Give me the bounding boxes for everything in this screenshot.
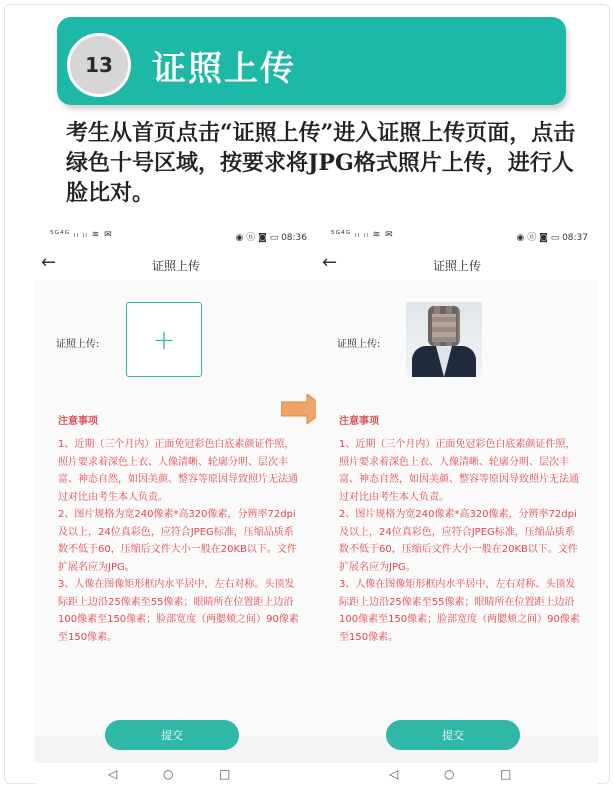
plus-icon: + — [152, 322, 176, 356]
notes-title: 注意事项 — [58, 416, 98, 427]
notes-title: 注意事项 — [339, 416, 379, 427]
system-back-icon[interactable]: ◁ — [108, 767, 118, 781]
note-item-2: 2、图片规格为宽240像素*高320像素，分辨率72dpi及以上，24位真彩色，应符合JPEG标准，压缩品质系数不低于60，压缩后文件大小一般在20KB以下。文件扩展名应为JPG。 — [339, 509, 578, 573]
photo-upload-box[interactable] — [126, 302, 202, 377]
nav-title: 证照上传 — [432, 259, 481, 273]
app-nav-bar — [35, 248, 317, 280]
status-bar — [35, 222, 317, 248]
page-title: 证照上传 — [152, 49, 296, 89]
note-item-3: 3、人像在图像矩形框内水平居中，左右对称。头顶发际距上边沿25像素至55像素；眼睛所在位置距上边沿100像素至150像素；脸部宽度（两腮颊之间）90像素至150像素。 — [58, 579, 299, 643]
system-back-icon[interactable]: ◁ — [389, 767, 399, 781]
system-nav-bar — [35, 763, 317, 788]
header-banner — [57, 17, 566, 105]
notes-body — [58, 436, 302, 646]
upload-content — [35, 280, 317, 736]
back-arrow-icon[interactable]: ← — [41, 252, 57, 273]
note-item-1: 1、近期（三个月内）正面免冠彩色白底素颜证件照，照片要求着深色上衣、人像清晰、轮廓分明、层次丰富、神态自然，如因美颜、整容等原因导致照片无法通过对比由考生本人负责。 — [58, 439, 298, 503]
status-time: ◉ ⓝ ◙ ▭ 08:37 — [516, 233, 588, 243]
notes-body — [339, 436, 583, 646]
app-nav-bar — [316, 248, 598, 280]
back-arrow-icon[interactable]: ← — [322, 252, 338, 273]
signal-icons: ⁵ᴳ⁴ᴳ ᵢₗ ᵢₗ ≋ ✉ — [331, 230, 394, 240]
signal-icons: ⁵ᴳ⁴ᴳ ᵢₗ ᵢₗ ≋ ✉ — [50, 230, 113, 240]
system-home-icon[interactable]: ○ — [444, 767, 455, 781]
uploaded-photo[interactable] — [406, 302, 482, 377]
note-item-3: 3、人像在图像矩形框内水平居中，左右对称。头顶发际距上边沿25像素至55像素；眼睛所在位置距上边沿100像素至150像素；脸部宽度（两腮颊之间）90像素至150像素。 — [339, 579, 580, 643]
submit-button[interactable]: 提交 — [105, 720, 239, 750]
note-item-2: 2、图片规格为宽240像素*高320像素，分辨率72dpi及以上，24位真彩色，应符合JPEG标准，压缩品质系数不低于60，压缩后文件大小一般在20KB以下。文件扩展名应为JPG。 — [58, 509, 297, 573]
step-number-badge: 13 — [67, 33, 131, 97]
upload-label: 证照上传: — [337, 339, 381, 350]
upload-content — [316, 280, 598, 736]
submit-button[interactable]: 提交 — [386, 720, 520, 750]
system-nav-bar — [316, 763, 598, 788]
system-recent-icon[interactable]: □ — [219, 767, 231, 781]
instruction-text: 考生从首页点击“证照上传”进入证照上传页面，点击绿色十号区域，按要求将JPG格式照片上传，进行人脸比对。 — [66, 120, 576, 206]
nav-title: 证照上传 — [151, 259, 200, 273]
status-bar — [316, 222, 598, 248]
phone-screenshot-before — [35, 222, 317, 788]
status-time: ◉ ⓝ ◙ ▭ 08:36 — [235, 233, 307, 243]
upload-label: 证照上传: — [56, 339, 100, 350]
phone-screenshot-after — [316, 222, 598, 788]
system-recent-icon[interactable]: □ — [500, 767, 512, 781]
system-home-icon[interactable]: ○ — [163, 767, 174, 781]
note-item-1: 1、近期（三个月内）正面免冠彩色白底素颜证件照，照片要求着深色上衣、人像清晰、轮廓分明、层次丰富、神态自然，如因美颜、整容等原因导致照片无法通过对比由考生本人负责。 — [339, 439, 579, 503]
